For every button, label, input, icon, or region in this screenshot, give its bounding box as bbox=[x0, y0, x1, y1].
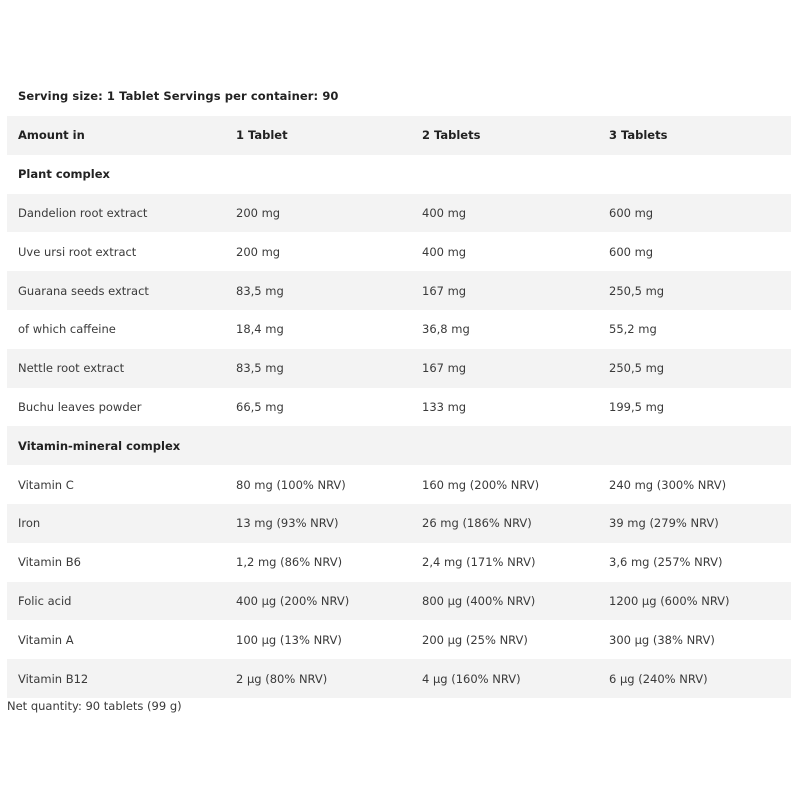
amount-2-tablets: 400 mg bbox=[422, 205, 467, 220]
amount-3-tablets: 3,6 mg (257% NRV) bbox=[609, 555, 723, 570]
amount-1-tablet: 66,5 mg bbox=[236, 399, 284, 414]
amount-2-tablets: 167 mg bbox=[422, 361, 467, 376]
ingredient-name: Iron bbox=[18, 516, 41, 531]
header-2-tablets: 2 Tablets bbox=[422, 128, 481, 143]
ingredient-name: Vitamin B12 bbox=[18, 671, 89, 686]
amount-2-tablets: 4 µg (160% NRV) bbox=[422, 671, 521, 686]
amount-1-tablet: 83,5 mg bbox=[236, 361, 284, 376]
amount-1-tablet: 1,2 mg (86% NRV) bbox=[236, 555, 343, 570]
ingredient-name: Buchu leaves powder bbox=[18, 399, 142, 414]
amount-3-tablets: 300 µg (38% NRV) bbox=[609, 632, 715, 647]
table-row bbox=[7, 232, 791, 271]
header-3-tablets: 3 Tablets bbox=[609, 128, 668, 143]
amount-1-tablet: 100 µg (13% NRV) bbox=[236, 632, 342, 647]
ingredient-name: Folic acid bbox=[18, 593, 72, 608]
amount-2-tablets: 26 mg (186% NRV) bbox=[422, 516, 532, 531]
table-row bbox=[7, 388, 791, 427]
ingredient-name: of which caffeine bbox=[18, 322, 116, 337]
table-row bbox=[7, 582, 791, 621]
amount-2-tablets: 2,4 mg (171% NRV) bbox=[422, 555, 536, 570]
amount-1-tablet: 400 µg (200% NRV) bbox=[236, 593, 350, 608]
header-amount-in: Amount in bbox=[18, 128, 85, 143]
amount-3-tablets: 1200 µg (600% NRV) bbox=[609, 593, 730, 608]
amount-2-tablets: 167 mg bbox=[422, 283, 467, 298]
amount-3-tablets: 250,5 mg bbox=[609, 361, 665, 376]
amount-2-tablets: 200 µg (25% NRV) bbox=[422, 632, 528, 647]
table-row bbox=[7, 349, 791, 388]
amount-2-tablets: 160 mg (200% NRV) bbox=[422, 477, 540, 492]
ingredient-name: Dandelion root extract bbox=[18, 205, 148, 220]
amount-2-tablets: 400 mg bbox=[422, 244, 467, 259]
nutrition-table bbox=[7, 116, 791, 698]
amount-1-tablet: 18,4 mg bbox=[236, 322, 284, 337]
section-title: Plant complex bbox=[18, 167, 110, 182]
amount-1-tablet: 200 mg bbox=[236, 244, 281, 259]
ingredient-name: Vitamin B6 bbox=[18, 555, 81, 570]
ingredient-name: Guarana seeds extract bbox=[18, 283, 149, 298]
amount-3-tablets: 6 µg (240% NRV) bbox=[609, 671, 708, 686]
amount-3-tablets: 600 mg bbox=[609, 205, 654, 220]
table-row bbox=[7, 504, 791, 543]
net-quantity: Net quantity: 90 tablets (99 g) bbox=[7, 699, 182, 713]
section-row-vitamin-mineral-complex bbox=[7, 426, 791, 465]
ingredient-name: Nettle root extract bbox=[18, 361, 125, 376]
amount-2-tablets: 133 mg bbox=[422, 399, 467, 414]
table-row bbox=[7, 465, 791, 504]
section-row-plant-complex bbox=[7, 155, 791, 194]
ingredient-name: Vitamin A bbox=[18, 632, 74, 647]
table-row bbox=[7, 543, 791, 582]
amount-3-tablets: 600 mg bbox=[609, 244, 654, 259]
ingredient-name: Vitamin C bbox=[18, 477, 74, 492]
header-1-tablet: 1 Tablet bbox=[236, 128, 288, 143]
table-row bbox=[7, 271, 791, 310]
section-title: Vitamin-mineral complex bbox=[18, 438, 181, 453]
amount-1-tablet: 200 mg bbox=[236, 205, 281, 220]
amount-1-tablet: 2 µg (80% NRV) bbox=[236, 671, 328, 686]
amount-3-tablets: 250,5 mg bbox=[609, 283, 665, 298]
table-row bbox=[7, 310, 791, 349]
amount-2-tablets: 36,8 mg bbox=[422, 322, 470, 337]
amount-2-tablets: 800 µg (400% NRV) bbox=[422, 593, 536, 608]
amount-1-tablet: 13 mg (93% NRV) bbox=[236, 516, 339, 531]
amount-1-tablet: 80 mg (100% NRV) bbox=[236, 477, 346, 492]
amount-3-tablets: 199,5 mg bbox=[609, 399, 665, 414]
amount-1-tablet: 83,5 mg bbox=[236, 283, 284, 298]
amount-3-tablets: 55,2 mg bbox=[609, 322, 657, 337]
amount-3-tablets: 39 mg (279% NRV) bbox=[609, 516, 719, 531]
table-row bbox=[7, 194, 791, 233]
ingredient-name: Uve ursi root extract bbox=[18, 244, 137, 259]
table-header-row bbox=[7, 116, 791, 155]
table-row bbox=[7, 620, 791, 659]
serving-info: Serving size: 1 Tablet Servings per container: 90 bbox=[18, 89, 339, 103]
amount-3-tablets: 240 mg (300% NRV) bbox=[609, 477, 727, 492]
table-row bbox=[7, 659, 791, 698]
